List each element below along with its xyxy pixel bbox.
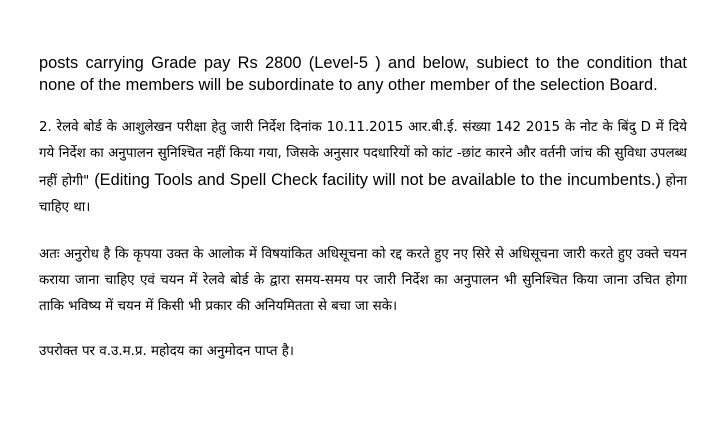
paragraph-approval-note: उपरोक्त पर व.उ.म.प्र. महोदय का अनुमोदन पाप्त है। [39,344,294,359]
paragraph-stenography-exam-instruction [39,115,687,221]
paragraph-2-hindi-text: 2. रेलवे बोर्ड के आशुलेखन परीक्षा हेतु जारी निर्देश दिनांक 10.11.2015 आर.बी.ई. संख्या 142 2015 के नोट के बिंदु D में दिये गये निर्देश का अनुपालन सुनिश्चित नहीं किया गया, जिसके अनुसार पदधारियों को कांट -छांट कारने और वर्तनी जांच की सुविधा उपलब्ध नहीं होगी" [39,120,687,189]
paragraph-2-hindi-tail: होना चाहिए था। [39,174,687,215]
paragraph-request-cancel-notification: अतः अनुरोध है कि कृपया उक्त के आलोक में विषयांकित अधिसूचना को रद्द करते हुए नए सिरे से अधिसूचना जारी करते हुए उक्ते चयन कराया जाना चाहिए एवं चयन में रेलवे बोर्ड के द्वारा समय-समय पर जारी निर्देश का अनुपालन भी सुनिश्चित किया जाना उचित होगा ताकि भविष्य में चयन में किसी भी प्रकार की अनियमितता से बचा जा सके। [39,247,687,314]
paragraph-2-english-quote: (Editing Tools and Spell Check facility will not be available to the incumbents.) [89,171,661,189]
paragraph-selection-board-condition: posts carrying Grade pay Rs 2800 (Level-5 ) and below, subiect to the condition that none of the members will be subordinate to any other member of the selection Board. [39,54,687,94]
document-body [39,52,687,365]
